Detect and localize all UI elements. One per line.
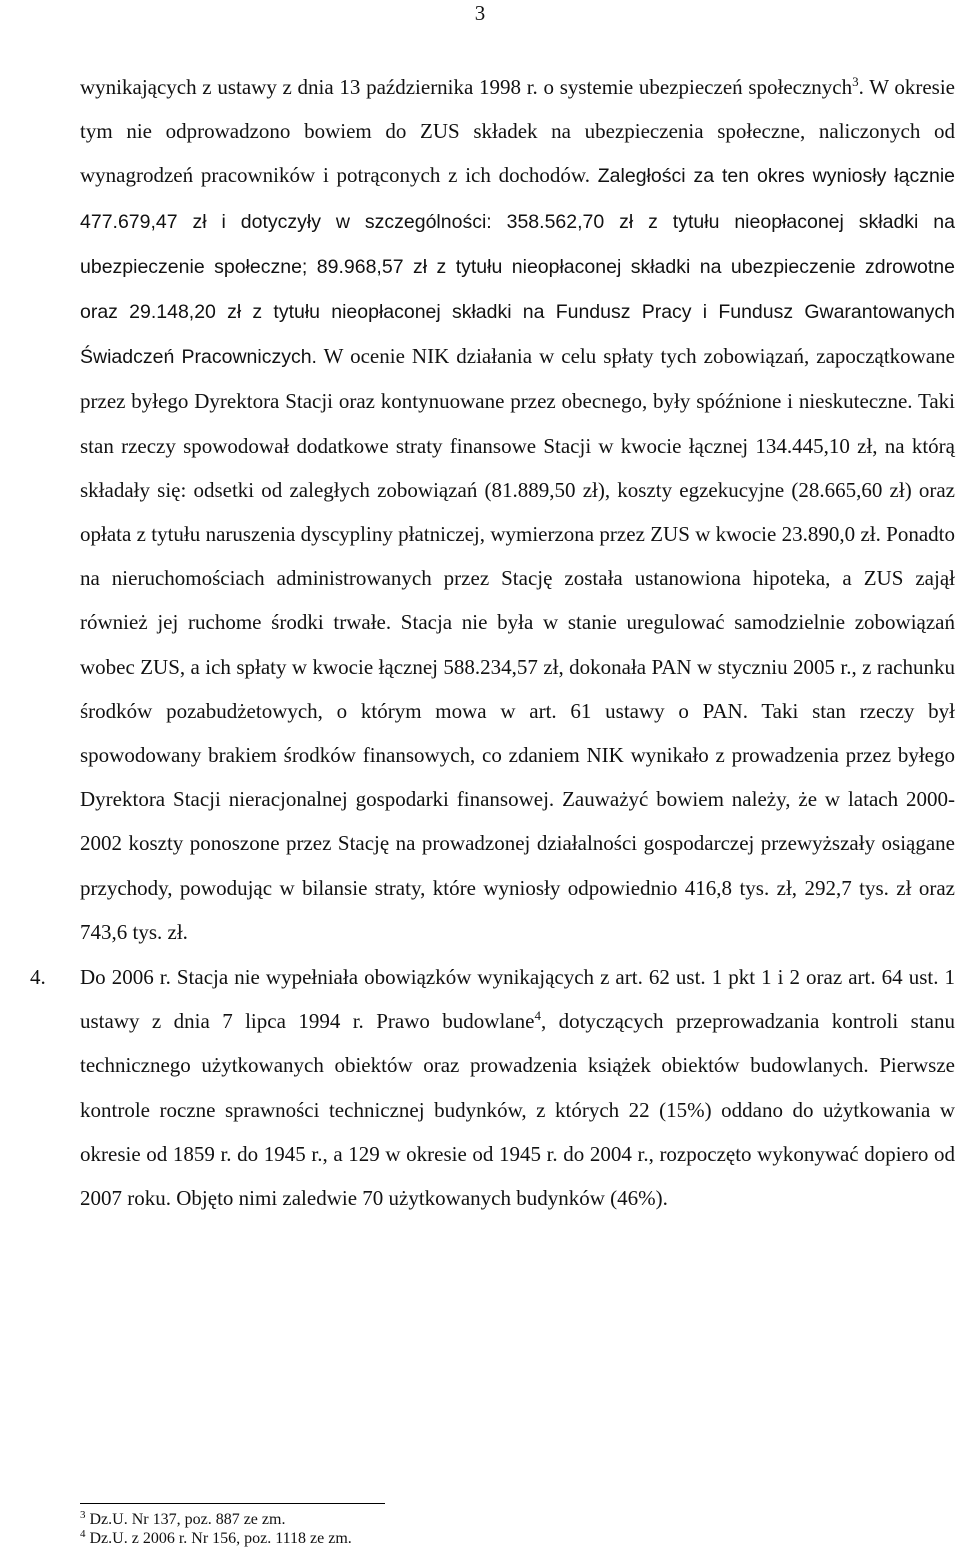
paragraph-text: W ocenie NIK działania w celu spłaty tych zobowiązań, zapoczątkowane przez byłego Dyrektora Stacji oraz kontynuowane przez obecnego, były spóźnione i nieskuteczne. Taki stan rzeczy spowodował dodatkowe straty finansowe Stacji w kwocie łącznej 134.445,10 zł, na którą składały się: odsetki od zaległych zobowiązań (81.889,50 zł), koszty egzekucyjne (28.665,60 zł) oraz opłata z tytułu naruszenia dyscypliny płatniczej, wymierzona przez ZUS w kwocie 23.890,0 zł. Ponadto na nieruchomościach administrowanych przez Stację została ustanowiona hipoteka, a ZUS zajął również jej ruchome środki trwałe. Stacja nie była w stanie uregulować samodzielnie zobowiązań wobec ZUS, a ich spłaty w kwocie łącznej 588.234,57 zł, dokonała PAN w styczniu 2005 r., z rachunku środków pozabudżetowych, o którym mowa w art. 61 ustawy o PAN. Taki stan rzeczy był spowodowany brakiem środków finansowych, co zdaniem NIK wynikało z prowadzenia przez byłego Dyrektora Stacji nieracjonalnej gospodarki finansowej. Zauważyć bowiem należy, że w latach 2000-2002 koszty ponoszone przez Stację na prowadzonej działalności gospodarczej przewyższały osiągane przychody, powodując w bilansie straty, które wyniosły odpowiednio 416,8 tys. zł, 292,7 tys. zł oraz 743,6 tys. zł. — [80, 344, 955, 944]
footnote-3 — [80, 1510, 352, 1529]
footnote-text: Dz.U. Nr 137, poz. 887 ze zm. — [85, 1511, 286, 1528]
footnote-ref-4: 4 — [534, 1008, 541, 1024]
footnote-4 — [80, 1529, 352, 1548]
paragraph-building-inspections — [80, 955, 955, 1220]
paragraph-text: Do 2006 r. Stacja nie wypełniała obowiązków wynikających z art. 62 ust. 1 pkt 1 i 2 oraz art. 64 ust. 1 ustawy z dnia 7 lipca 1994 r. Prawo budowlane — [80, 965, 955, 1034]
paragraph-text: , dotyczących przeprowadzania kontroli stanu technicznego użytkowanych obiektów oraz prowadzenia książek obiektów budowlanych. Pierwsze kontrole roczne sprawności technicznej budynków, z których 22 (15%) oddano do użytkowania w okresie od 1859 r. do 1945 r., a 129 w okresie od 1945 r. do 2004 r., rozpoczęto wykonywać dopiero od 2007 roku. Objęto nimi zaledwie 70 użytkowanych budynków (46%). — [80, 1009, 955, 1211]
footnote-ref-3: 3 — [852, 74, 859, 89]
paragraph-text-arrears: Zaległości za ten okres wyniosły łącznie 477.679,47 zł i dotyczyły w szczególności: 358.562,70 zł z tytułu nieopłaconej składki na ubezpieczenie społeczne; 89.968,57 zł z tytułu nieopłaconej składki na ubezpieczenie zdrowotne oraz 29.148,20 zł z tytułu nieopłaconej składki na Fundusz Pracy i Fundusz Gwarantowanych Świadczeń Pracowniczych. — [80, 165, 955, 369]
footnotes — [80, 1510, 352, 1548]
list-item-number: 4. — [30, 965, 46, 990]
paragraph-text: . W okresie tym nie odprowadzono bowiem do ZUS składek na ubezpieczenia społeczne, naliczonych od wynagrodzeń pracowników i potrąconych z ich dochodów. — [80, 75, 955, 188]
footnote-text: Dz.U. z 2006 r. Nr 156, poz. 1118 ze zm. — [85, 1530, 352, 1547]
paragraph-text: wynikających z ustawy z dnia 13 października 1998 r. o systemie ubezpieczeń społecznych — [80, 75, 853, 99]
footnote-mark: 4 — [80, 1528, 86, 1540]
page-number: 3 — [474, 1, 486, 25]
footnote-separator — [80, 1503, 385, 1504]
document-body — [30, 65, 955, 1220]
footnote-mark: 3 — [80, 1509, 86, 1521]
paragraph-zus-arrears — [80, 65, 955, 954]
list-item-4 — [30, 955, 955, 1220]
